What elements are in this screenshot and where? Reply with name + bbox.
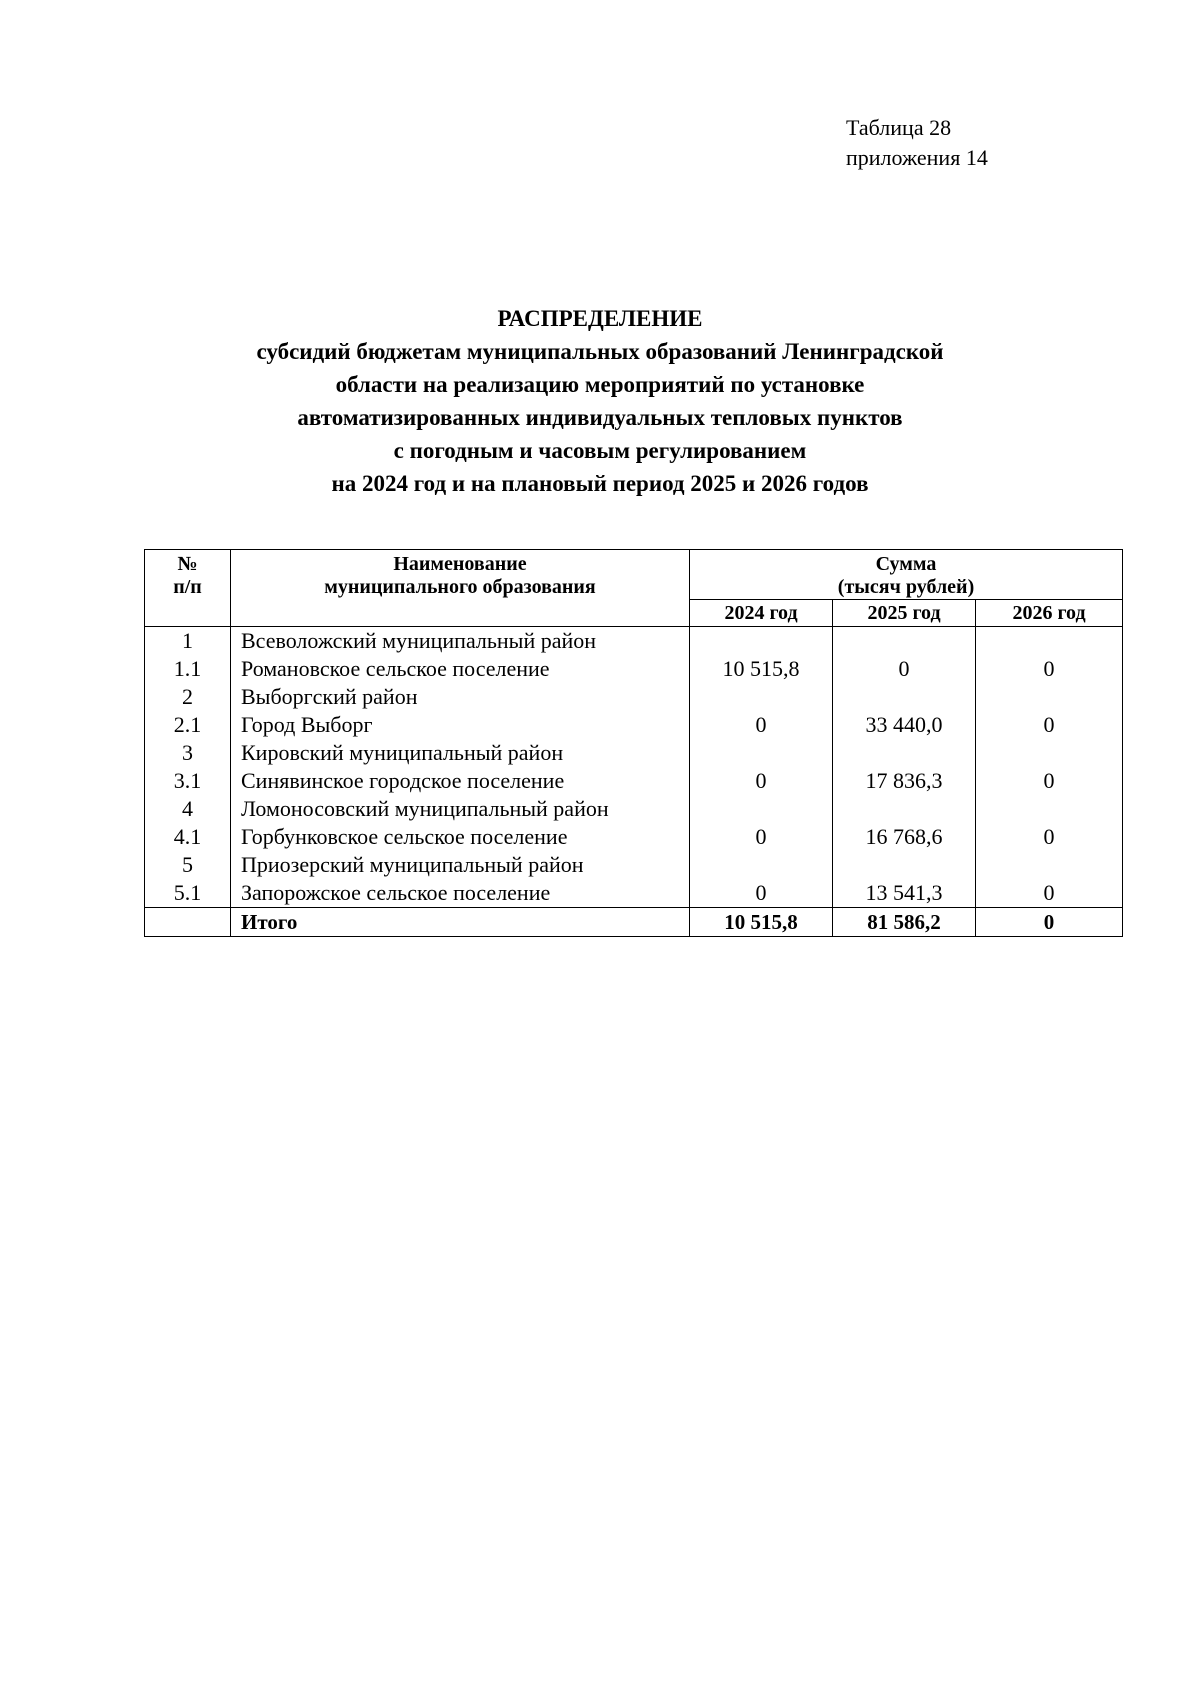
total-number-cell [145, 908, 231, 937]
table-reference-appendix: приложения 14 [846, 145, 988, 170]
row-municipality: Ломоносовский муниципальный район [241, 796, 609, 821]
row-value-2025: 13 541,3 [865, 880, 943, 905]
row-value-2026 [976, 851, 1122, 879]
row-value-2026 [976, 683, 1122, 711]
row-municipality: Всеволожский муниципальный район [241, 628, 597, 653]
table-reference-number: Таблица 28 [846, 115, 952, 140]
title-heading: РАСПРЕДЕЛЕНИЕ [497, 306, 703, 331]
row-value-2025 [833, 683, 975, 711]
row-value-2026 [976, 627, 1122, 655]
title-line-1: субсидий бюджетам муниципальных образований Ленинградской [256, 339, 944, 364]
row-value-2024: 0 [755, 712, 767, 737]
column-2025 [833, 627, 976, 908]
row-value-2025 [833, 851, 975, 879]
row-number: 3.1 [173, 768, 202, 793]
row-value-2024 [690, 627, 832, 655]
row-value-2024 [690, 683, 832, 711]
table-reference [846, 113, 988, 173]
row-value-2024 [690, 795, 832, 823]
row-municipality: Запорожское сельское поселение [241, 880, 551, 905]
row-municipality: Синявинское городское поселение [241, 768, 565, 793]
total-2025: 81 586,2 [833, 908, 976, 937]
row-value-2025: 16 768,6 [865, 824, 943, 849]
row-value-2025: 0 [898, 656, 910, 681]
row-number: 4.1 [173, 824, 202, 849]
header-sum: Сумма (тысяч рублей) [690, 550, 1123, 600]
row-value-2024: 0 [755, 768, 767, 793]
row-municipality: Романовское сельское поселение [241, 656, 550, 681]
row-number: 5 [182, 852, 193, 877]
total-label: Итого [231, 908, 690, 937]
row-value-2024: 0 [755, 880, 767, 905]
row-value-2026: 0 [1043, 656, 1055, 681]
header-year-2025: 2025 год [833, 600, 976, 627]
row-number: 2 [182, 684, 193, 709]
row-number: 5.1 [173, 880, 202, 905]
row-value-2026: 0 [1043, 768, 1055, 793]
header-number: № п/п [145, 550, 231, 627]
row-municipality: Кировский муниципальный район [241, 740, 564, 765]
total-2024: 10 515,8 [690, 908, 833, 937]
row-value-2024: 0 [755, 824, 767, 849]
header-year-2024: 2024 год [690, 600, 833, 627]
title-line-3: автоматизированных индивидуальных тепловых пунктов [297, 405, 903, 430]
header-municipality: Наименование муниципального образования [231, 550, 690, 627]
row-value-2025 [833, 795, 975, 823]
header-year-2026: 2026 год [976, 600, 1123, 627]
row-value-2024 [690, 739, 832, 767]
column-number [145, 627, 231, 908]
total-row [145, 908, 1123, 937]
row-municipality: Город Выборг [241, 712, 373, 737]
row-value-2024 [690, 851, 832, 879]
column-2026 [976, 627, 1123, 908]
table-body-row [145, 627, 1123, 908]
row-municipality: Приозерский муниципальный район [241, 852, 584, 877]
row-number: 1.1 [173, 656, 202, 681]
row-value-2026: 0 [1043, 824, 1055, 849]
row-value-2026 [976, 739, 1122, 767]
document-title [100, 302, 1100, 500]
distribution-table [144, 549, 1123, 937]
row-value-2025: 33 440,0 [865, 712, 943, 737]
row-number: 4 [182, 796, 193, 821]
title-line-5: на 2024 год и на плановый период 2025 и 2026 годов [331, 471, 869, 496]
row-number: 2.1 [173, 712, 202, 737]
row-value-2025: 17 836,3 [865, 768, 943, 793]
row-value-2026 [976, 795, 1122, 823]
title-line-2: области на реализацию мероприятий по установке [335, 372, 865, 397]
row-municipality: Горбунковское сельское поселение [241, 824, 568, 849]
total-2026: 0 [976, 908, 1123, 937]
row-value-2024: 10 515,8 [722, 656, 800, 681]
row-value-2026: 0 [1043, 712, 1055, 737]
row-value-2025 [833, 627, 975, 655]
row-value-2026: 0 [1043, 880, 1055, 905]
row-value-2025 [833, 739, 975, 767]
row-number: 3 [182, 740, 193, 765]
row-number: 1 [182, 628, 193, 653]
row-municipality: Выборгский район [241, 684, 418, 709]
column-municipality [231, 627, 690, 908]
column-2024 [690, 627, 833, 908]
title-line-4: с погодным и часовым регулированием [393, 438, 807, 463]
